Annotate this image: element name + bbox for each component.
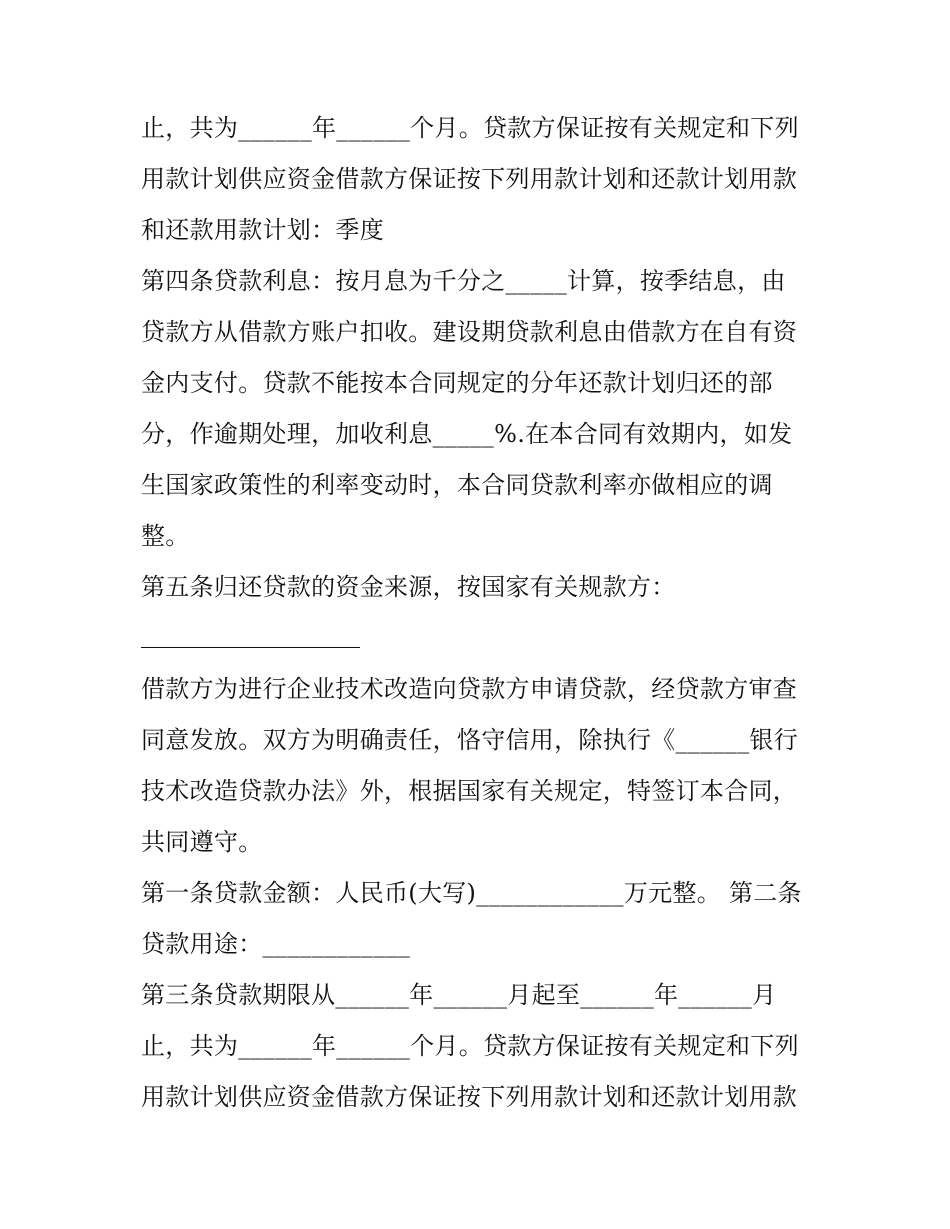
text-line: 止，共为______年______个月。贷款方保证按有关规定和下列: [141, 1032, 799, 1060]
text-line: 贷款方从借款方账户扣收。建设期贷款利息由借款方在自有资: [141, 318, 798, 346]
text-line: 同意发放。双方为明确责任，恪守信用，除执行《______银行: [141, 726, 798, 754]
text-line: 共同遵守。: [141, 828, 263, 856]
text-line: 第三条贷款期限从______年______月起至______年______月: [141, 981, 777, 1009]
text-line: 贷款用途：____________: [141, 930, 411, 958]
text-line: 生国家政策性的利率变动时，本合同贷款利率亦做相应的调: [141, 471, 773, 499]
text-line: 和还款用款计划：季度: [141, 216, 384, 244]
text-line: 分，作逾期处理，加收利息_____%.在本合同有效期内，如发: [141, 420, 793, 448]
document-body: [141, 103, 821, 1123]
text-line: 金内支付。贷款不能按本合同规定的分年还款计划归还的部: [141, 369, 773, 397]
underline-rule: [141, 647, 360, 648]
blank-fill-line: [141, 613, 821, 664]
text-line: 整。: [141, 522, 190, 550]
text-line: 第五条归还贷款的资金来源，按国家有关规款方：: [141, 573, 676, 601]
text-line: 用款计划供应资金借款方保证按下列用款计划和还款计划用款: [141, 1083, 798, 1111]
text-line: 第四条贷款利息：按月息为千分之_____计算，按季结息，由: [141, 267, 786, 295]
text-line: 止，共为______年______个月。贷款方保证按有关规定和下列: [141, 114, 799, 142]
text-line: 技术改造贷款办法》外，根据国家有关规定，特签订本合同，: [141, 777, 798, 805]
text-line: 用款计划供应资金借款方保证按下列用款计划和还款计划用款: [141, 165, 798, 193]
text-line: 第一条贷款金额：人民币(大写)____________万元整。 第二条: [141, 879, 802, 907]
text-line: 借款方为进行企业技术改造向贷款方申请贷款，经贷款方审查: [141, 675, 798, 703]
